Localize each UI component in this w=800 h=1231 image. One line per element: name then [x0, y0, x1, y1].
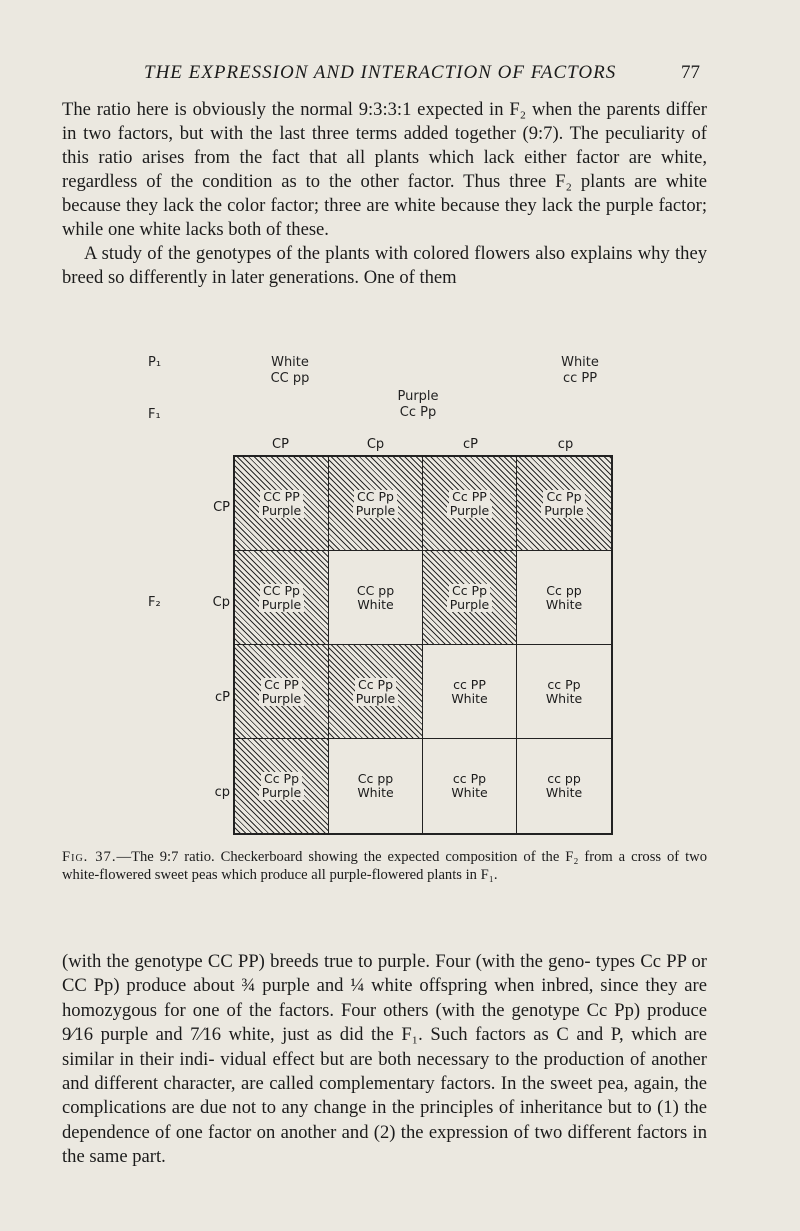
cell-genotype: cc pp	[547, 771, 581, 786]
cell-color: White	[545, 596, 583, 612]
cell-color: Purple	[259, 598, 304, 612]
cell-genotype: Cc PP	[449, 490, 490, 504]
text-line: as to the other factor. Thus three F₂ plants are white because they lack	[62, 171, 707, 216]
cell-genotype: Cc Pp	[449, 584, 490, 598]
gamete-row-header: cP	[215, 690, 230, 705]
cell-color: White	[545, 690, 583, 706]
running-head: THE EXPRESSION AND INTERACTION OF FACTORS	[144, 62, 617, 83]
cell-color: Purple	[541, 504, 586, 518]
text-line: inheritance but to (1) the dependence of one factor on another and (2)	[62, 1097, 707, 1143]
text-line: as did the F₁. Such factors as C and P, which are similar in their indi-	[62, 1024, 707, 1070]
text-line: together (9:7). The peculiarity of this ratio arises from the fact that all	[62, 123, 707, 168]
page-header	[62, 60, 712, 90]
cell-genotype: Cc Pp	[261, 772, 302, 786]
cell-color: White	[451, 690, 488, 706]
cell-genotype: Cc PP	[261, 678, 302, 692]
parent2-genotype: cc PP	[562, 371, 598, 386]
punnett-cell	[517, 457, 611, 551]
caption-text: —The 9:7 ratio. Checkerboard showing the expected composition of the F₂ from a cross of two white-flowered sweet peas which produce all purple-flowered plants in F₁.	[62, 849, 707, 883]
checkerboard-diagram	[140, 345, 660, 835]
text-line: the color factor; three are white because they lack the purple factor;	[199, 195, 707, 216]
cell-color: White	[357, 785, 394, 800]
text-line: vidual effect but are both necessary to the production of another and	[62, 1048, 707, 1095]
f1-genotype: Cc Pp	[399, 405, 437, 420]
punnett-cell	[423, 739, 517, 833]
gamete-column-header: Cp	[366, 437, 385, 452]
paragraph-1	[62, 98, 707, 290]
punnett-cell	[517, 739, 611, 833]
text-line: the expression of two different factors in the same part.	[62, 1121, 707, 1168]
text-line: A study of the genotypes of the plants with colored flowers also	[84, 243, 566, 264]
cell-genotype: Cc Pp	[543, 490, 584, 504]
cell-color: Purple	[353, 504, 398, 518]
cell-color: Purple	[259, 692, 304, 706]
gamete-column-header: CP	[272, 437, 289, 452]
punnett-cell	[517, 551, 611, 645]
text-line: while one white lacks both of these.	[62, 219, 329, 240]
punnett-cell	[329, 645, 423, 739]
text-line: (with the genotype CC PP) breeds true to purple. Four (with the geno-	[62, 951, 591, 972]
page-number: 77	[681, 62, 700, 83]
parent2-color: White	[561, 355, 599, 370]
cell-genotype: Cc Pp	[355, 678, 396, 692]
cell-genotype: cc Pp	[452, 771, 487, 786]
punnett-cell	[423, 457, 517, 551]
gamete-row-header: CP	[213, 500, 230, 515]
gamete-column-header: cP	[463, 437, 478, 452]
cell-genotype: cc PP	[453, 676, 486, 692]
cell-color: Purple	[353, 692, 398, 706]
parent1-color: White	[271, 355, 309, 370]
text-line: different character, are called complementary factors. In the sweet pea,	[94, 1073, 629, 1095]
paragraph-2	[62, 950, 707, 1170]
cell-genotype: Cc pp	[357, 771, 394, 786]
punnett-cell	[235, 739, 329, 833]
cell-color: White	[545, 785, 583, 800]
cell-genotype: CC pp	[356, 582, 395, 598]
cell-color: White	[451, 785, 488, 800]
cell-genotype: Cc pp	[546, 582, 582, 598]
text-line: plants which lack either factor are white, regardless of the condition	[62, 147, 707, 192]
punnett-grid	[233, 455, 613, 835]
text-line: types Cc PP or CC Pp) produce about ¾ purple and ¼ white offspring	[62, 951, 707, 997]
text-line: the parents differ in two factors, but with the last three terms added	[62, 99, 707, 144]
parent1-genotype: CC pp	[270, 371, 310, 386]
punnett-cell	[235, 551, 329, 645]
punnett-cell	[235, 645, 329, 739]
f1-color: Purple	[397, 389, 439, 404]
cell-color: Purple	[259, 786, 304, 800]
f2-label: F₂	[148, 595, 161, 610]
cell-genotype: CC Pp	[260, 584, 303, 598]
figure-label: Fig. 37.	[62, 849, 117, 865]
gamete-row-header: cp	[214, 785, 230, 800]
punnett-cell	[329, 551, 423, 645]
cell-color: White	[357, 596, 394, 612]
punnett-cell	[329, 739, 423, 833]
text-line: The ratio here is obviously the normal 9:3:3:1 expected in F₂ when	[62, 99, 573, 120]
text-line: others (with the genotype Cc Pp) produce 9⁄16 purple and 7⁄16 white, just	[62, 999, 707, 1046]
text-line: explains why they breed so differently in later generations. One of them	[62, 243, 708, 288]
gamete-column-header: cp	[557, 437, 574, 452]
f1-label: F₁	[148, 407, 161, 422]
punnett-cell	[235, 457, 329, 551]
cell-color: Purple	[259, 504, 304, 518]
figure-caption	[62, 848, 707, 884]
punnett-cell	[423, 645, 517, 739]
text-line: again, the complications are due not to any change in the principles of	[62, 1073, 708, 1119]
punnett-cell	[517, 645, 611, 739]
punnett-cell	[329, 457, 423, 551]
cell-genotype: cc Pp	[547, 676, 581, 692]
gamete-row-header: Cp	[212, 595, 230, 610]
punnett-cell	[423, 551, 517, 645]
cell-genotype: CC PP	[260, 490, 303, 504]
text-line: when inbred, since they are homozygous for one of the factors. Four	[62, 975, 707, 1021]
p1-label: P₁	[148, 355, 162, 370]
cell-genotype: CC Pp	[354, 490, 397, 504]
cell-color: Purple	[447, 504, 492, 518]
cell-color: Purple	[447, 598, 492, 612]
